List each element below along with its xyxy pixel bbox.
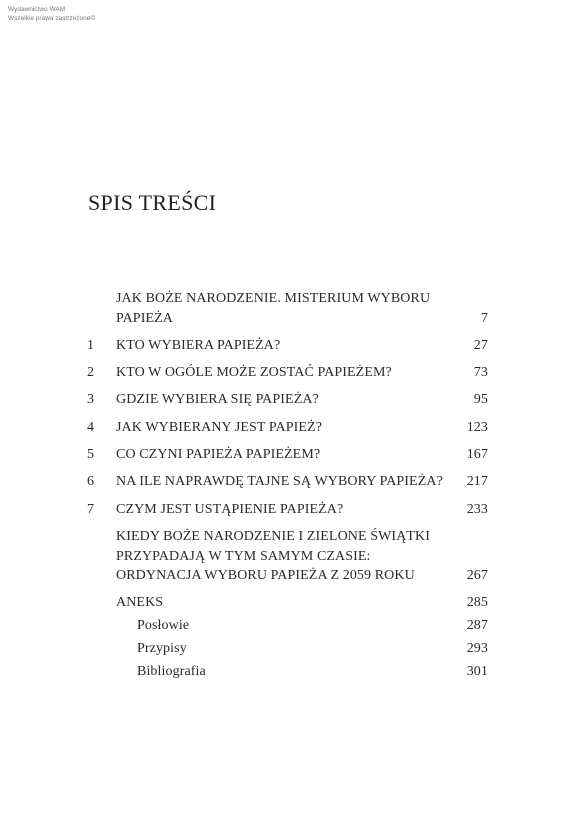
page-title: SPIS TREŚCI	[88, 190, 217, 215]
publisher-notice	[8, 5, 95, 23]
entry-title-line: Posłowie	[137, 618, 190, 633]
page-number: 217	[466, 474, 488, 489]
page-number: 233	[466, 502, 488, 517]
entry-title-line: ORDYNACJA WYBORU PAPIEŻA Z 2059 ROKU	[116, 568, 415, 583]
entry-title-line: KTO WYBIERA PAPIEŻA?	[116, 338, 281, 353]
chapter-number: 2	[87, 365, 95, 380]
page-number: 95	[473, 392, 488, 407]
chapter-number: 3	[87, 392, 95, 407]
entry-title-line: ANEKS	[116, 595, 164, 610]
entry-title-line: KIEDY BOŻE NARODZENIE I ZIELONE ŚWIĄTKI	[116, 529, 431, 544]
entry-title-line: Przypisy	[137, 641, 187, 656]
entry-title-line: GDZIE WYBIERA SIĘ PAPIEŻA?	[116, 392, 319, 407]
page-number: 27	[473, 338, 488, 353]
entry-title-line: KTO W OGÓLE MOŻE ZOSTAĆ PAPIEŻEM?	[116, 365, 392, 380]
copyright-notice: Wszelkie prawa zastrzeżone©	[8, 15, 96, 22]
chapter-number: 6	[87, 474, 95, 489]
entry-title-line: Bibliografia	[137, 664, 206, 679]
page-number: 73	[473, 365, 488, 380]
chapter-number: 4	[87, 420, 95, 435]
entry-title-line: CO CZYNI PAPIEŻA PAPIEŻEM?	[116, 447, 321, 462]
entry-title-line: JAK WYBIERANY JEST PAPIEŻ?	[116, 420, 323, 435]
entry-title-line: JAK BOŻE NARODZENIE. MISTERIUM WYBORU	[116, 291, 431, 306]
entry-title-line: PRZYPADAJĄ W TYM SAMYM CZASIE:	[116, 548, 371, 564]
page-number: 301	[466, 664, 488, 679]
page-number: 285	[466, 595, 488, 610]
page-number: 287	[466, 618, 488, 633]
entry-title-line: CZYM JEST USTĄPIENIE PAPIEŻA?	[116, 502, 344, 517]
entry-title-line: NA ILE NAPRAWDĘ TAJNE SĄ WYBORY PAPIEŻA?	[116, 474, 443, 489]
page-number: 7	[480, 310, 488, 326]
entry-title-line: PAPIEŻA	[116, 310, 173, 326]
page-number: 167	[466, 447, 488, 462]
page-number: 123	[466, 420, 488, 435]
page-number: 267	[466, 568, 488, 583]
publisher-name: Wydawnictwo WAM	[8, 6, 66, 13]
page-number: 293	[466, 641, 488, 656]
chapter-number: 1	[87, 338, 95, 353]
chapter-number: 7	[87, 502, 95, 517]
chapter-number: 5	[87, 447, 95, 462]
